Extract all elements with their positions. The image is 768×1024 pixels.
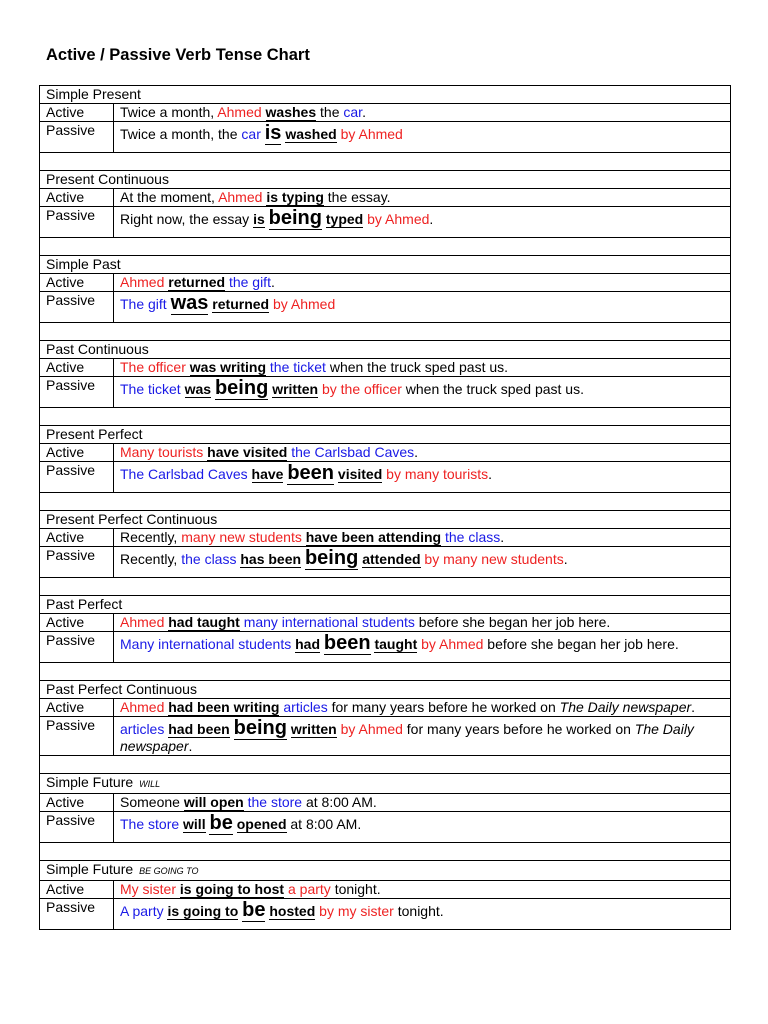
verb-phrase: is: [253, 211, 265, 227]
page-title: Active / Passive Verb Tense Chart: [46, 46, 310, 64]
active-row: [40, 881, 731, 899]
plain-text: [167, 296, 171, 312]
tense-header-cell: [40, 596, 731, 614]
passive-label: Passive: [40, 377, 114, 408]
tense-header-row: [40, 511, 731, 529]
tense-name: Simple Future: [46, 774, 134, 790]
verb-phrase: was: [170, 292, 209, 314]
plain-text: tonight.: [393, 903, 444, 919]
passive-label: Passive: [40, 899, 114, 930]
active-sentence: [114, 104, 731, 122]
passive-row: [40, 547, 731, 578]
verb-phrase: washes: [265, 104, 317, 120]
passive-sentence: [114, 717, 731, 756]
plain-text: for many years before he worked on: [402, 721, 635, 737]
plain-text: .: [362, 104, 366, 120]
passive-label: Passive: [40, 632, 114, 663]
verb-phrase: written: [290, 721, 337, 737]
verb-phrase: returned: [168, 274, 226, 290]
verb-phrase: be: [242, 899, 266, 921]
tense-header-cell: [40, 86, 731, 104]
passive-row: [40, 899, 731, 930]
agent-phrase: by the officer: [321, 381, 402, 397]
plain-text: [181, 381, 185, 397]
spacer-cell: [40, 756, 731, 774]
plain-text: [262, 104, 266, 120]
spacer-cell: [40, 578, 731, 596]
verb-phrase: have visited: [207, 444, 288, 460]
agent-phrase: by my sister: [319, 903, 394, 919]
plain-text: tonight.: [330, 881, 381, 897]
agent-phrase: many new students: [181, 529, 302, 545]
passive-row: [40, 377, 731, 408]
passive-row: [40, 122, 731, 153]
verb-phrase: opened: [236, 816, 287, 832]
tense-note: WILL: [139, 779, 161, 789]
verb-phrase: was writing: [189, 359, 267, 375]
verb-phrase: is going to host: [179, 881, 285, 897]
object-phrase: the store: [247, 794, 303, 810]
verb-phrase: hosted: [269, 903, 316, 919]
active-row: [40, 794, 731, 812]
verb-phrase: attended: [362, 551, 421, 567]
active-label: Active: [40, 104, 114, 122]
agent-phrase: by Ahmed: [421, 636, 484, 652]
plain-text: Right now, the essay: [120, 211, 254, 227]
spacer-cell: [40, 238, 731, 256]
agent-phrase: by Ahmed: [367, 211, 430, 227]
object-phrase: The store: [120, 816, 180, 832]
tense-header-row: [40, 86, 731, 104]
passive-sentence: [114, 292, 731, 323]
plain-text: at 8:00 AM.: [286, 816, 362, 832]
verb-phrase: is: [264, 122, 282, 144]
agent-phrase: by many new students: [424, 551, 564, 567]
plain-text: before she began her job here.: [414, 614, 611, 630]
verb-phrase: has been: [240, 551, 302, 567]
verb-phrase: be: [209, 812, 233, 834]
tense-header-row: [40, 171, 731, 189]
spacer-row: [40, 663, 731, 681]
tense-name: Simple Present: [46, 86, 141, 102]
tense-header-cell: [40, 861, 731, 881]
passive-label: Passive: [40, 462, 114, 493]
plain-text: Twice a month,: [120, 104, 218, 120]
plain-text: .: [429, 211, 434, 227]
tense-header-cell: [40, 341, 731, 359]
passive-row: [40, 632, 731, 663]
passive-sentence: [114, 547, 731, 578]
object-phrase: The gift: [120, 296, 167, 312]
active-sentence: [114, 274, 731, 292]
agent-phrase: The officer: [120, 359, 186, 375]
active-sentence: [114, 529, 731, 547]
plain-text: the essay.: [323, 189, 391, 205]
plain-text: Recently,: [120, 551, 182, 567]
agent-phrase: by Ahmed: [340, 721, 403, 737]
verb-phrase: written: [272, 381, 319, 397]
verb-phrase: have: [251, 466, 284, 482]
object-phrase: the class: [181, 551, 237, 567]
tense-header-row: [40, 774, 731, 794]
spacer-cell: [40, 493, 731, 511]
spacer-row: [40, 238, 731, 256]
active-label: Active: [40, 881, 114, 899]
verb-phrase: washed: [285, 126, 337, 142]
verb-phrase: typed: [325, 211, 364, 227]
tense-name: Present Perfect: [46, 426, 143, 442]
tense-header-row: [40, 341, 731, 359]
plain-text: Recently,: [120, 529, 182, 545]
agent-phrase: Ahmed: [218, 189, 263, 205]
verb-phrase: being: [268, 207, 322, 229]
object-phrase: car: [343, 104, 363, 120]
agent-phrase: a party: [288, 881, 331, 897]
passive-label: Passive: [40, 717, 114, 756]
tense-header-cell: [40, 511, 731, 529]
verb-phrase: had taught: [168, 614, 240, 630]
agent-phrase: Ahmed: [120, 274, 165, 290]
passive-row: [40, 462, 731, 493]
verb-phrase: have been attending: [305, 529, 442, 545]
agent-phrase: Ahmed: [120, 699, 165, 715]
active-row: [40, 359, 731, 377]
tense-header-cell: [40, 426, 731, 444]
plain-text: before she began her job here.: [483, 636, 679, 652]
active-label: Active: [40, 699, 114, 717]
active-sentence: [114, 699, 731, 717]
tense-header-cell: [40, 774, 731, 794]
plain-text: [248, 466, 252, 482]
spacer-row: [40, 493, 731, 511]
passive-sentence: [114, 207, 731, 238]
plain-text: the: [316, 104, 344, 120]
tense-name: Past Perfect: [46, 596, 123, 612]
spacer-cell: [40, 663, 731, 681]
active-sentence: [114, 794, 731, 812]
spacer-row: [40, 578, 731, 596]
active-row: [40, 104, 731, 122]
active-row: [40, 444, 731, 462]
active-label: Active: [40, 794, 114, 812]
plain-text: .: [414, 444, 419, 460]
passive-sentence: [114, 899, 731, 930]
active-label: Active: [40, 189, 114, 207]
verb-phrase: been: [287, 462, 335, 484]
passive-label: Passive: [40, 547, 114, 578]
verb-phrase: is typing: [266, 189, 324, 205]
tense-name: Past Perfect Continuous: [46, 681, 197, 697]
tense-name: Present Continuous: [46, 171, 169, 187]
passive-label: Passive: [40, 812, 114, 843]
verb-phrase: had been: [168, 721, 230, 737]
active-row: [40, 614, 731, 632]
plain-text: .: [188, 738, 193, 754]
tense-name: Simple Past: [46, 256, 121, 272]
active-label: Active: [40, 529, 114, 547]
passive-sentence: [114, 632, 731, 663]
italic-title: The Daily newspaper: [559, 699, 692, 715]
verb-phrase: had: [295, 636, 320, 652]
agent-phrase: Ahmed: [217, 104, 262, 120]
passive-sentence: [114, 377, 731, 408]
active-sentence: [114, 881, 731, 899]
tense-header-cell: [40, 681, 731, 699]
italic-title: The Daily newspaper: [120, 721, 694, 754]
agent-phrase: by many tourists: [386, 466, 489, 482]
tense-header-cell: [40, 171, 731, 189]
spacer-row: [40, 843, 731, 861]
active-label: Active: [40, 444, 114, 462]
object-phrase: many international students: [243, 614, 415, 630]
verb-phrase: being: [233, 717, 287, 739]
object-phrase: the ticket: [269, 359, 326, 375]
tense-header-cell: [40, 256, 731, 274]
spacer-row: [40, 323, 731, 341]
active-label: Active: [40, 359, 114, 377]
tense-note: BE GOING TO: [139, 866, 199, 876]
plain-text: .: [488, 466, 492, 482]
verb-phrase: will: [183, 816, 206, 832]
verb-phrase: been: [323, 632, 371, 654]
active-row: [40, 189, 731, 207]
verb-phrase: was: [184, 381, 212, 397]
passive-row: [40, 207, 731, 238]
spacer-row: [40, 756, 731, 774]
verb-tense-table-body: [40, 86, 731, 930]
active-label: Active: [40, 614, 114, 632]
passive-label: Passive: [40, 122, 114, 153]
spacer-row: [40, 408, 731, 426]
object-phrase: the class: [444, 529, 501, 545]
agent-phrase: My sister: [120, 881, 176, 897]
agent-phrase: by Ahmed: [272, 296, 336, 312]
tense-name: Simple Future: [46, 861, 134, 877]
passive-sentence: [114, 462, 731, 493]
plain-text: .: [563, 551, 568, 567]
spacer-cell: [40, 323, 731, 341]
object-phrase: The Carlsbad Caves: [120, 466, 248, 482]
active-sentence: [114, 359, 731, 377]
agent-phrase: Many tourists: [120, 444, 204, 460]
passive-label: Passive: [40, 207, 114, 238]
object-phrase: articles: [283, 699, 328, 715]
spacer-cell: [40, 843, 731, 861]
plain-text: At the moment,: [120, 189, 219, 205]
agent-phrase: by Ahmed: [340, 126, 403, 142]
plain-text: when the truck sped past us.: [401, 381, 584, 397]
active-sentence: [114, 444, 731, 462]
passive-row: [40, 292, 731, 323]
verb-phrase: being: [214, 377, 269, 399]
active-sentence: [114, 614, 731, 632]
active-label: Active: [40, 274, 114, 292]
tense-name: Past Continuous: [46, 341, 149, 357]
verb-phrase: returned: [212, 296, 270, 312]
active-sentence: [114, 189, 731, 207]
agent-phrase: Ahmed: [120, 614, 165, 630]
tense-header-row: [40, 596, 731, 614]
plain-text: Someone: [120, 794, 184, 810]
tense-header-row: [40, 681, 731, 699]
plain-text: at 8:00 AM.: [302, 794, 377, 810]
verb-phrase: had been writing: [168, 699, 280, 715]
plain-text: when the truck sped past us.: [325, 359, 509, 375]
verb-phrase: is going to: [167, 903, 239, 919]
plain-text: .: [691, 699, 696, 715]
verb-phrase: visited: [337, 466, 383, 482]
verb-phrase: will open: [183, 794, 244, 810]
verb-phrase: being: [304, 547, 359, 569]
passive-label: Passive: [40, 292, 114, 323]
verb-tense-table: [39, 85, 731, 930]
object-phrase: Many international students: [120, 636, 292, 652]
active-row: [40, 274, 731, 292]
passive-sentence: [114, 122, 731, 153]
spacer-cell: [40, 153, 731, 171]
object-phrase: the Carlsbad Caves: [291, 444, 415, 460]
active-row: [40, 699, 731, 717]
object-phrase: car: [241, 126, 261, 142]
tense-header-row: [40, 256, 731, 274]
plain-text: for many years before he worked on: [327, 699, 560, 715]
verb-phrase: taught: [374, 636, 418, 652]
object-phrase: the gift: [228, 274, 271, 290]
spacer-cell: [40, 408, 731, 426]
object-phrase: The ticket: [120, 381, 181, 397]
spacer-row: [40, 153, 731, 171]
plain-text: .: [270, 274, 275, 290]
object-phrase: A party: [120, 903, 164, 919]
tense-header-row: [40, 426, 731, 444]
active-row: [40, 529, 731, 547]
tense-name: Present Perfect Continuous: [46, 511, 218, 527]
plain-text: .: [500, 529, 505, 545]
tense-header-row: [40, 861, 731, 881]
passive-row: [40, 812, 731, 843]
passive-sentence: [114, 812, 731, 843]
passive-row: [40, 717, 731, 756]
plain-text: Twice a month, the: [120, 126, 242, 142]
object-phrase: articles: [120, 721, 165, 737]
